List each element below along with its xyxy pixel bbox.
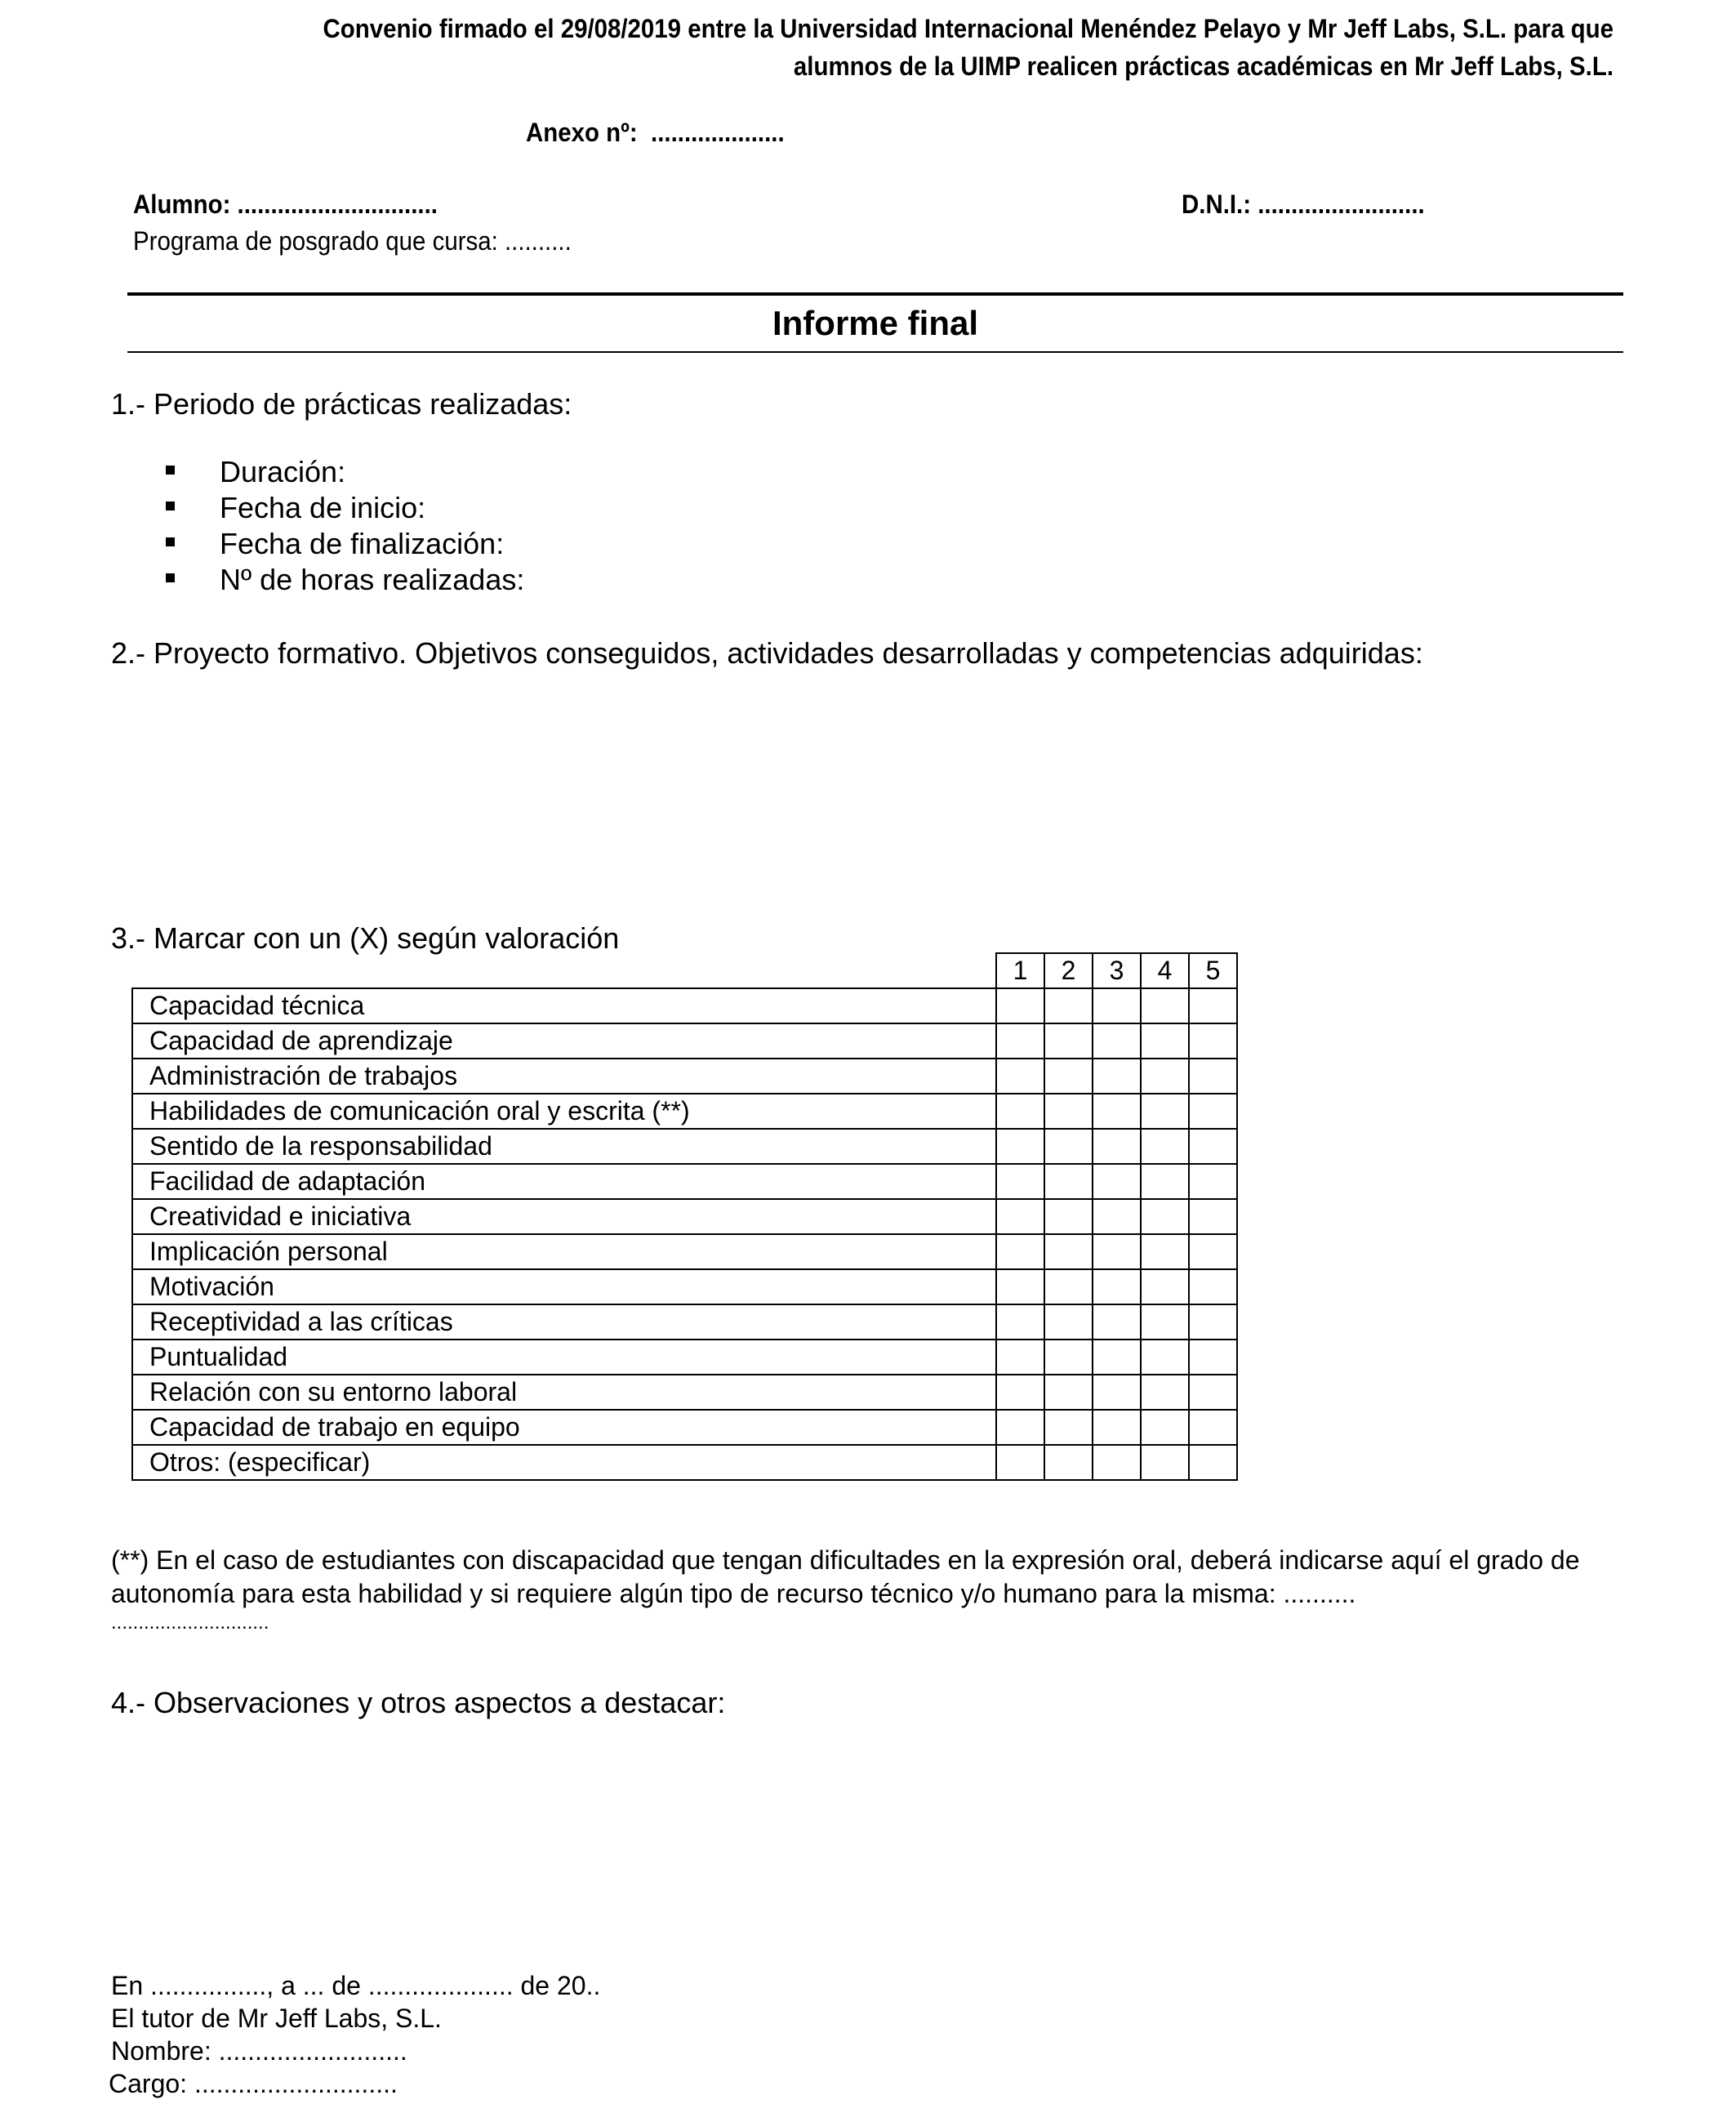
rating-cell-2[interactable] bbox=[1044, 1129, 1093, 1164]
rating-cell-1[interactable] bbox=[996, 1129, 1044, 1164]
annex-field bbox=[526, 118, 785, 148]
table-row bbox=[132, 1410, 1237, 1445]
section2-heading: 2.- Proyecto formativo. Objetivos conseguidos, actividades desarrolladas y competencias adquiridas: bbox=[111, 636, 1423, 670]
agreement-header-line2: alumnos de la UIMP realicen prácticas académicas en Mr Jeff Labs, S.L. bbox=[793, 51, 1614, 81]
table-row bbox=[132, 1059, 1237, 1094]
table-row bbox=[132, 1094, 1237, 1129]
rating-cell-1[interactable] bbox=[996, 1445, 1044, 1480]
rating-cell-2[interactable] bbox=[1044, 1340, 1093, 1375]
rating-cell-3[interactable] bbox=[1093, 1059, 1141, 1094]
section1-heading: 1.- Periodo de prácticas realizadas: bbox=[111, 387, 572, 421]
rating-cell-1[interactable] bbox=[996, 1234, 1044, 1269]
signature-tutor: El tutor de Mr Jeff Labs, S.L. bbox=[111, 2004, 442, 2033]
rating-cell-2[interactable] bbox=[1044, 1304, 1093, 1340]
student-label: Alumno: bbox=[133, 189, 231, 219]
footnote bbox=[111, 1544, 1630, 1635]
dni-value: ......................... bbox=[1257, 189, 1425, 219]
rating-cell-5[interactable] bbox=[1189, 988, 1237, 1023]
rating-cell-4[interactable] bbox=[1141, 1445, 1189, 1480]
rating-cell-5[interactable] bbox=[1189, 1023, 1237, 1059]
signature-position: Cargo: ............................ bbox=[109, 2069, 398, 2098]
bullet-square-icon bbox=[166, 537, 175, 546]
annex-label: Anexo nº: bbox=[526, 118, 638, 147]
rating-cell-5[interactable] bbox=[1189, 1199, 1237, 1234]
table-row bbox=[132, 1304, 1237, 1340]
table-row bbox=[132, 1023, 1237, 1059]
rating-cell-5[interactable] bbox=[1189, 1094, 1237, 1129]
table-row bbox=[132, 988, 1237, 1023]
criterion-label: Capacidad técnica bbox=[132, 988, 996, 1023]
rating-cell-3[interactable] bbox=[1093, 988, 1141, 1023]
student-field bbox=[133, 189, 438, 220]
bullet-square-icon bbox=[166, 573, 175, 582]
list-item: Nº de horas realizadas: bbox=[166, 562, 524, 598]
dni-label: D.N.I.: bbox=[1182, 189, 1252, 219]
rating-cell-1[interactable] bbox=[996, 1410, 1044, 1445]
rating-cell-5[interactable] bbox=[1189, 1129, 1237, 1164]
criterion-label: Otros: (especificar) bbox=[132, 1445, 996, 1480]
dni-field bbox=[1182, 189, 1425, 220]
rating-cell-4[interactable] bbox=[1141, 1199, 1189, 1234]
rating-cell-2[interactable] bbox=[1044, 1445, 1093, 1480]
rating-cell-4[interactable] bbox=[1141, 988, 1189, 1023]
criterion-label: Habilidades de comunicación oral y escrita (**) bbox=[132, 1094, 996, 1129]
program-field bbox=[133, 226, 572, 256]
rating-cell-3[interactable] bbox=[1093, 1129, 1141, 1164]
rating-cell-4[interactable] bbox=[1141, 1234, 1189, 1269]
rating-cell-5[interactable] bbox=[1189, 1304, 1237, 1340]
rating-cell-3[interactable] bbox=[1093, 1375, 1141, 1410]
rating-cell-3[interactable] bbox=[1093, 1094, 1141, 1129]
table-row bbox=[132, 1375, 1237, 1410]
rating-cell-2[interactable] bbox=[1044, 1023, 1093, 1059]
rating-cell-1[interactable] bbox=[996, 1269, 1044, 1304]
rating-cell-1[interactable] bbox=[996, 1023, 1044, 1059]
rating-cell-3[interactable] bbox=[1093, 1304, 1141, 1340]
rating-cell-4[interactable] bbox=[1141, 1059, 1189, 1094]
rating-cell-1[interactable] bbox=[996, 1304, 1044, 1340]
report-title: Informe final bbox=[772, 304, 979, 342]
rating-cell-2[interactable] bbox=[1044, 1234, 1093, 1269]
rating-cell-1[interactable] bbox=[996, 1059, 1044, 1094]
rating-cell-4[interactable] bbox=[1141, 1375, 1189, 1410]
criterion-label: Motivación bbox=[132, 1269, 996, 1304]
signature-place-date: En ................, a ... de .................... de 20.. bbox=[111, 1971, 601, 2000]
footnote-line2: autonomía para esta habilidad y si requiere algún tipo de recurso técnico y/o humano para la misma: .......... bbox=[111, 1579, 1356, 1608]
signature-name: Nombre: .......................... bbox=[111, 2036, 407, 2066]
rating-cell-2[interactable] bbox=[1044, 1199, 1093, 1234]
rating-cell-4[interactable] bbox=[1141, 1094, 1189, 1129]
rating-cell-2[interactable] bbox=[1044, 1410, 1093, 1445]
rating-cell-2[interactable] bbox=[1044, 1094, 1093, 1129]
criterion-label: Capacidad de trabajo en equipo bbox=[132, 1410, 996, 1445]
footnote-line1: (**) En el caso de estudiantes con discapacidad que tengan dificultades en la expresión oral, deberá indicarse aquí el grado de bbox=[111, 1545, 1580, 1575]
rating-cell-3[interactable] bbox=[1093, 1340, 1141, 1375]
report-title-bar bbox=[127, 292, 1623, 353]
rating-cell-3[interactable] bbox=[1093, 1269, 1141, 1304]
table-row bbox=[132, 1445, 1237, 1480]
student-value: .............................. bbox=[237, 189, 438, 219]
rating-cell-3[interactable] bbox=[1093, 1410, 1141, 1445]
rating-cell-5[interactable] bbox=[1189, 1410, 1237, 1445]
scale-2: 2 bbox=[1044, 953, 1093, 988]
rating-cell-3[interactable] bbox=[1093, 1023, 1141, 1059]
rating-cell-3[interactable] bbox=[1093, 1164, 1141, 1199]
criterion-label: Receptividad a las críticas bbox=[132, 1304, 996, 1340]
rating-cell-2[interactable] bbox=[1044, 1375, 1093, 1410]
rating-cell-4[interactable] bbox=[1141, 1304, 1189, 1340]
criterion-label: Facilidad de adaptación bbox=[132, 1164, 996, 1199]
agreement-header bbox=[186, 10, 1614, 85]
rating-cell-2[interactable] bbox=[1044, 988, 1093, 1023]
rating-cell-4[interactable] bbox=[1141, 1023, 1189, 1059]
list-item: Fecha de inicio: bbox=[166, 490, 524, 526]
rating-cell-3[interactable] bbox=[1093, 1234, 1141, 1269]
program-value: .......... bbox=[504, 226, 572, 256]
rating-cell-2[interactable] bbox=[1044, 1269, 1093, 1304]
rating-cell-4[interactable] bbox=[1141, 1129, 1189, 1164]
criterion-label: Relación con su entorno laboral bbox=[132, 1375, 996, 1410]
section3-heading: 3.- Marcar con un (X) según valoración bbox=[111, 921, 620, 955]
section4-heading: 4.- Observaciones y otros aspectos a destacar: bbox=[111, 1686, 726, 1719]
agreement-header-line1: Convenio firmado el 29/08/2019 entre la Universidad Internacional Menéndez Pelayo y Mr Jeff Labs, S.L. para que bbox=[323, 14, 1614, 43]
rating-cell-4[interactable] bbox=[1141, 1410, 1189, 1445]
scale-4: 4 bbox=[1141, 953, 1189, 988]
rating-cell-4[interactable] bbox=[1141, 1269, 1189, 1304]
criterion-label: Capacidad de aprendizaje bbox=[132, 1023, 996, 1059]
table-row bbox=[132, 1340, 1237, 1375]
rating-cell-1[interactable] bbox=[996, 1340, 1044, 1375]
rating-cell-3[interactable] bbox=[1093, 1199, 1141, 1234]
section1-list bbox=[166, 454, 524, 598]
rating-cell-5[interactable] bbox=[1189, 1164, 1237, 1199]
criterion-label: Implicación personal bbox=[132, 1234, 996, 1269]
footnote-line3: ............................. bbox=[111, 1611, 269, 1634]
annex-value: .................... bbox=[651, 118, 785, 147]
rating-cell-1[interactable] bbox=[996, 1375, 1044, 1410]
list-item: Fecha de finalización: bbox=[166, 526, 524, 562]
rating-cell-4[interactable] bbox=[1141, 1164, 1189, 1199]
criterion-label: Sentido de la responsabilidad bbox=[132, 1129, 996, 1164]
table-row bbox=[132, 1269, 1237, 1304]
rating-cell-1[interactable] bbox=[996, 988, 1044, 1023]
rating-table bbox=[131, 952, 1238, 1481]
table-row bbox=[132, 1199, 1237, 1234]
bullet-square-icon bbox=[166, 466, 175, 475]
rating-cell-5[interactable] bbox=[1189, 1375, 1237, 1410]
rating-cell-5[interactable] bbox=[1189, 1269, 1237, 1304]
scale-5: 5 bbox=[1189, 953, 1237, 988]
rating-scale-row bbox=[132, 953, 1237, 988]
rating-cell-1[interactable] bbox=[996, 1164, 1044, 1199]
rating-cell-1[interactable] bbox=[996, 1094, 1044, 1129]
rating-cell-3[interactable] bbox=[1093, 1445, 1141, 1480]
criterion-label: Puntualidad bbox=[132, 1340, 996, 1375]
criterion-label: Creatividad e iniciativa bbox=[132, 1199, 996, 1234]
scale-3: 3 bbox=[1093, 953, 1141, 988]
rating-cell-1[interactable] bbox=[996, 1199, 1044, 1234]
program-label: Programa de posgrado que cursa: bbox=[133, 226, 498, 256]
rating-cell-2[interactable] bbox=[1044, 1164, 1093, 1199]
table-row bbox=[132, 1234, 1237, 1269]
rating-cell-4[interactable] bbox=[1141, 1340, 1189, 1375]
rating-cell-2[interactable] bbox=[1044, 1059, 1093, 1094]
rating-cell-5[interactable] bbox=[1189, 1234, 1237, 1269]
scale-1: 1 bbox=[996, 953, 1044, 988]
rating-cell-5[interactable] bbox=[1189, 1340, 1237, 1375]
criterion-label: Administración de trabajos bbox=[132, 1059, 996, 1094]
bullet-square-icon bbox=[166, 502, 175, 510]
table-row bbox=[132, 1129, 1237, 1164]
list-item: Duración: bbox=[166, 454, 524, 490]
rating-cell-5[interactable] bbox=[1189, 1059, 1237, 1094]
table-row bbox=[132, 1164, 1237, 1199]
rating-cell-5[interactable] bbox=[1189, 1445, 1237, 1480]
